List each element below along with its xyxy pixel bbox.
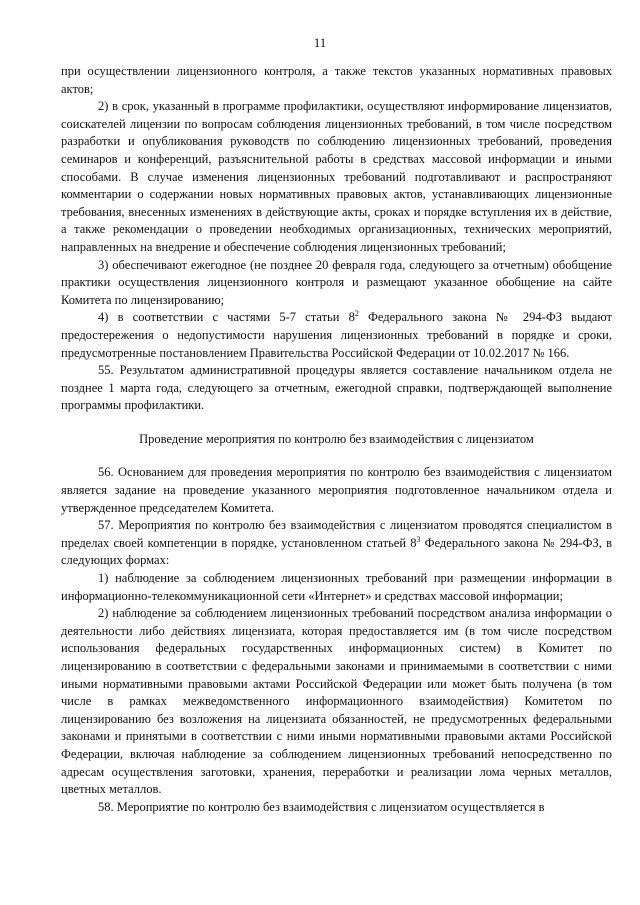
superscript-2: 2 xyxy=(354,309,359,319)
paragraph-item-3: 3) обеспечивают ежегодное (не позднее 20 февраля года, следующего за отчетным) обобщение практики осуществления лицензионного контроля и размещают указанное обобщение на сайте Комитета по лицензированию; xyxy=(61,257,612,307)
paragraph-58: 58. Мероприятие по контролю без взаимодействия с лицензиатом осуществляется в xyxy=(98,799,545,814)
paragraph-item-4-text-start: 4) в соответствии с частями 5-7 статьи 8 xyxy=(98,310,355,325)
paragraph-57-item-2: 2) наблюдение за соблюдением лицензионных требований посредством анализа информации о деятельности либо действиях лицензиата, которая предоставляется им (в том числе посредством использования федеральных государственных информационных систем) в Комитет по лицензированию в соответствии с федеральными законами и принимаемыми в соответствии с ними иными нормативными правовыми актами Российской Федерации или может быть получена (в том числе в рамках межведомственного информационного взаимодействия) Комитетом по лицензированию без возложения на лицензиата обязанностей, не предусмотренных федеральными законами и принятыми в соответствии с ними иными нормативными правовыми актами Российской Федерации, включая наблюдение за соблюдением лицензионных требований непосредственно по адресам осуществления заготовки, хранения, переработки и реализации лома черных металлов, цветных металлов. xyxy=(61,606,612,797)
paragraph-56: 56. Основанием для проведения мероприятия по контролю без взаимодействия с лицензиатом является задание на проведение указанного мероприятия подготовленное начальником отдела и утвержденное председателем Комитета. xyxy=(61,465,612,515)
section-heading: Проведение мероприятия по контролю без взаимодействия с лицензиатом xyxy=(139,431,534,446)
page-number: 11 xyxy=(313,35,327,50)
superscript-3: 3 xyxy=(416,534,421,544)
paragraph-57 xyxy=(61,517,612,570)
paragraph-57-text-end: Федерального закона № 294-ФЗ, в следующих формах: xyxy=(61,535,612,568)
paragraph-item-4-text-end: Федерального закона № 294-ФЗ выдают предостережения о недопустимости нарушения лицензионных требований в порядке и сроки, предусмотренные постановлением Правительства Российской Федерации от 10.02.2017 № 166. xyxy=(61,310,612,360)
paragraph-item-2: 2) в срок, указанный в программе профилактики, осуществляют информирование лицензиатов, соискателей лицензии по вопросам соблюдения лицензионных требований, в том числе посредством разработки и опубликования руководств по соблюдению лицензионных требований, проведения семинаров и конференций, разъяснительной работы в средствах массовой информации и иными способами. В случае изменения лицензионных требований подготавливают и распространяют комментарии о содержании новых нормативных правовых актов, устанавливающих лицензионные требования, внесенных изменениях в действующие акты, сроках и порядке вступления их в действие, а также рекомендации о проведении необходимых организационных, технических мероприятий, направленных на внедрение и обеспечение соблюдения лицензионных требований; xyxy=(61,99,612,254)
paragraph-57-text-start: 57. Мероприятия по контролю без взаимодействия с лицензиатом проводятся специалистом в пределах своей компетенции в порядке, установленном статьей 8 xyxy=(61,518,612,550)
paragraph-item-4 xyxy=(61,309,612,362)
paragraph-continuation: при осуществлении лицензионного контроля, а также текстов указанных нормативных правовых актов; xyxy=(61,64,612,96)
paragraph-57-item-1: 1) наблюдение за соблюдением лицензионных требований при размещении информации в информационно-телекоммуникационной сети «Интернет» и средствах массовой информации; xyxy=(61,571,612,603)
paragraph-55: 55. Результатом административной процедуры является составление начальником отдела не позднее 1 марта года, следующего за отчетным, ежегодной справки, подтверждающей выполнение программы профилактики. xyxy=(61,363,612,413)
document-body xyxy=(61,63,612,816)
